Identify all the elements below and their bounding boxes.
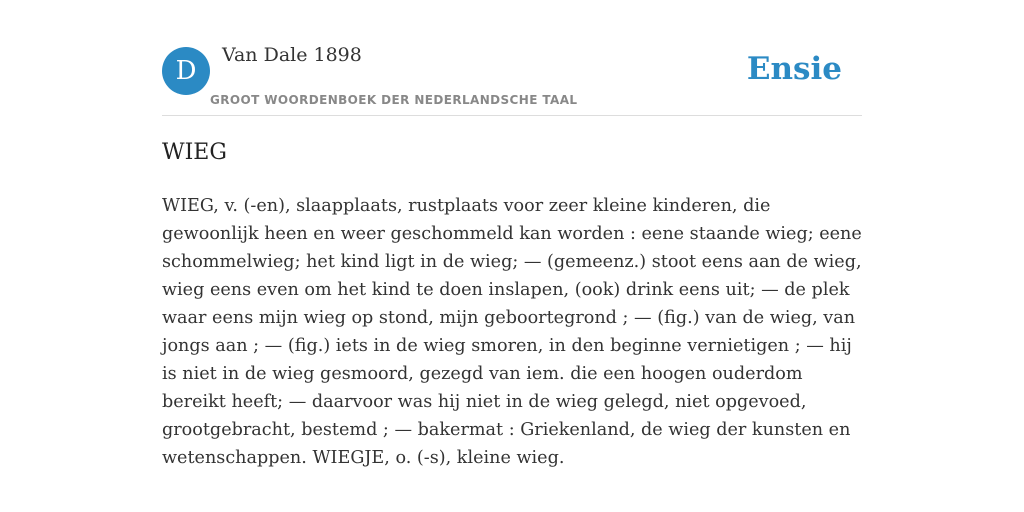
source-avatar[interactable]: D xyxy=(162,47,210,95)
entry-definition: WIEG, v. (-en), slaapplaats, rustplaats voor zeer kleine kinderen, die gewoonlijk heen en weer geschommeld kan worden : eene staande wieg; eene schommelwieg; het kind ligt in de wieg; — (gemeenz.) stoot eens aan de wieg, wieg eens even om het kind te doen inslapen, (ook) drink eens uit; — de plek waar eens mijn wieg op stond, mijn geboortegrond ; — (fig.) van de wieg, van jongs aan ; — (fig.) iets in de wieg smoren, in den beginne vernietigen ; — hij is niet in de wieg gesmoord, gezegd van iem. die een hoogen ouderdom bereikt heeft; — daarvoor was hij niet in de wieg gelegd, niet opgevoed, grootgebracht, bestemd ; — bakermat : Griekenland, de wieg der kunsten en wetenschappen. WIEGJE, o. (-s), kleine wieg. xyxy=(162,196,862,468)
entry-headword: WIEG xyxy=(162,140,227,165)
brand-logo[interactable]: Ensie xyxy=(746,51,842,87)
dictionary-card xyxy=(162,0,862,512)
source-header xyxy=(162,0,862,116)
source-subtitle: GROOT WOORDENBOEK DER NEDERLANDSCHE TAAL xyxy=(210,93,578,107)
source-title[interactable]: Van Dale 1898 xyxy=(222,44,362,66)
